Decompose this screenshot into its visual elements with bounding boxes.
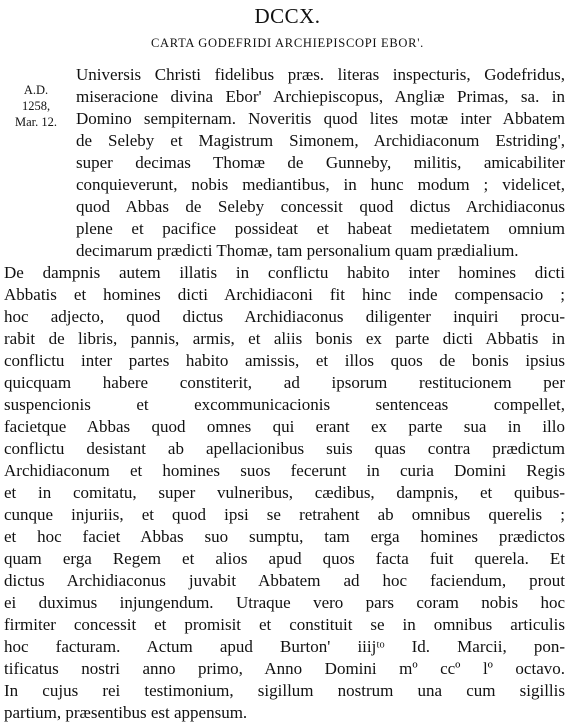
text-line: cunque injuriis, et quod ipsi se retrahent ab omnibus querelis ; bbox=[4, 505, 565, 524]
text-line: et hoc faciet Abbas suo sumptu, tam erga homines prædictos bbox=[4, 527, 565, 546]
margin-note-line: 1258, bbox=[21, 99, 51, 113]
text-line: quam erga Regem et alios apud quos facta fuit querela. Et bbox=[4, 549, 565, 568]
text-line: et in comitatu, super vulneribus, cædibus, dampnis, et quibus- bbox=[4, 483, 565, 502]
text-line: Abbatis et homines dicti Archidiaconi fit hinc inde compensacio ; bbox=[4, 285, 565, 304]
margin-note-line: Mar. 12. bbox=[14, 115, 57, 129]
margin-note-line: A.D. bbox=[23, 83, 49, 97]
text-line: tificatus nostri anno primo, Anno Domini mº ccº lº octavo. bbox=[4, 659, 565, 678]
text-line: De dampnis autem illatis in conflictu habito inter homines dicti bbox=[4, 263, 565, 282]
text-line: facietque Abbas quod omnes qui erant ex parte sua in illo bbox=[4, 417, 565, 436]
text-line: decimarum prædicti Thomæ, tam personalium quam prædialium. bbox=[76, 241, 519, 260]
charter-number: DCCX. bbox=[254, 4, 321, 28]
text-line: quicquam habere constiterit, ad ipsorum restitucionem per bbox=[4, 373, 565, 392]
text-line: Archidiaconum et homines suos fecerunt in curia Domini Regis bbox=[4, 461, 565, 480]
charter-title: CARTA GODEFRIDI ARCHIEPISCOPI EBOR'. bbox=[151, 36, 424, 50]
text-line: conflictu desistant ab apellacionibus suis quas contra prædictum bbox=[4, 439, 565, 458]
text-line: hoc adjecto, quod dictus Archidiaconus diligenter inquiri procu- bbox=[4, 307, 565, 326]
text-line: Universis Christi fidelibus præs. literas inspecturis, Godefridus, bbox=[76, 65, 565, 84]
margin-date-note bbox=[2, 82, 70, 130]
text-line: dictus Archidiaconus juvabit Abbatem ad hoc faciendum, prout bbox=[4, 571, 565, 590]
text-line: hoc facturam. Actum apud Burton' iiijᵗᵒ Id. Marcii, pon- bbox=[4, 637, 565, 656]
text-line: Domino sempiternam. Noveritis quod lites motæ inter Abbatem bbox=[76, 109, 565, 128]
text-line: quod Abbas de Seleby concessit quod dictus Archidiaconus bbox=[76, 197, 565, 216]
text-line: super decimas Thomæ de Gunneby, militis, amicabiliter bbox=[76, 153, 565, 172]
text-line: ei duximus injungendum. Utraque vero pars coram nobis hoc bbox=[4, 593, 565, 612]
text-line: plene et pacifice possideat et habeat medietatem omnium bbox=[76, 219, 565, 238]
text-line: firmiter concessit et promisit et constituit se in omnibus articulis bbox=[4, 615, 565, 634]
text-line: conquieverunt, nobis mediantibus, in hunc modum ; videlicet, bbox=[76, 175, 565, 194]
text-line: miseracione divina Ebor' Archiepiscopus, Angliæ Primas, sa. in bbox=[76, 87, 565, 106]
text-line: In cujus rei testimonium, sigillum nostrum una cum sigillis bbox=[4, 681, 565, 700]
text-line: rabit de libris, pannis, armis, et aliis bonis ex parte dicti Abbatis in bbox=[4, 329, 565, 348]
text-line: conflictu inter partes habito amissis, et illos quos de bonis ipsius bbox=[4, 351, 565, 370]
text-line: de Seleby et Magistrum Simonem, Archidiaconum Estriding', bbox=[76, 131, 565, 150]
text-line: partium, præsentibus est appensum. bbox=[4, 703, 248, 722]
text-line: suspencionis et excommunicacionis sentenceas compellet, bbox=[4, 395, 565, 414]
